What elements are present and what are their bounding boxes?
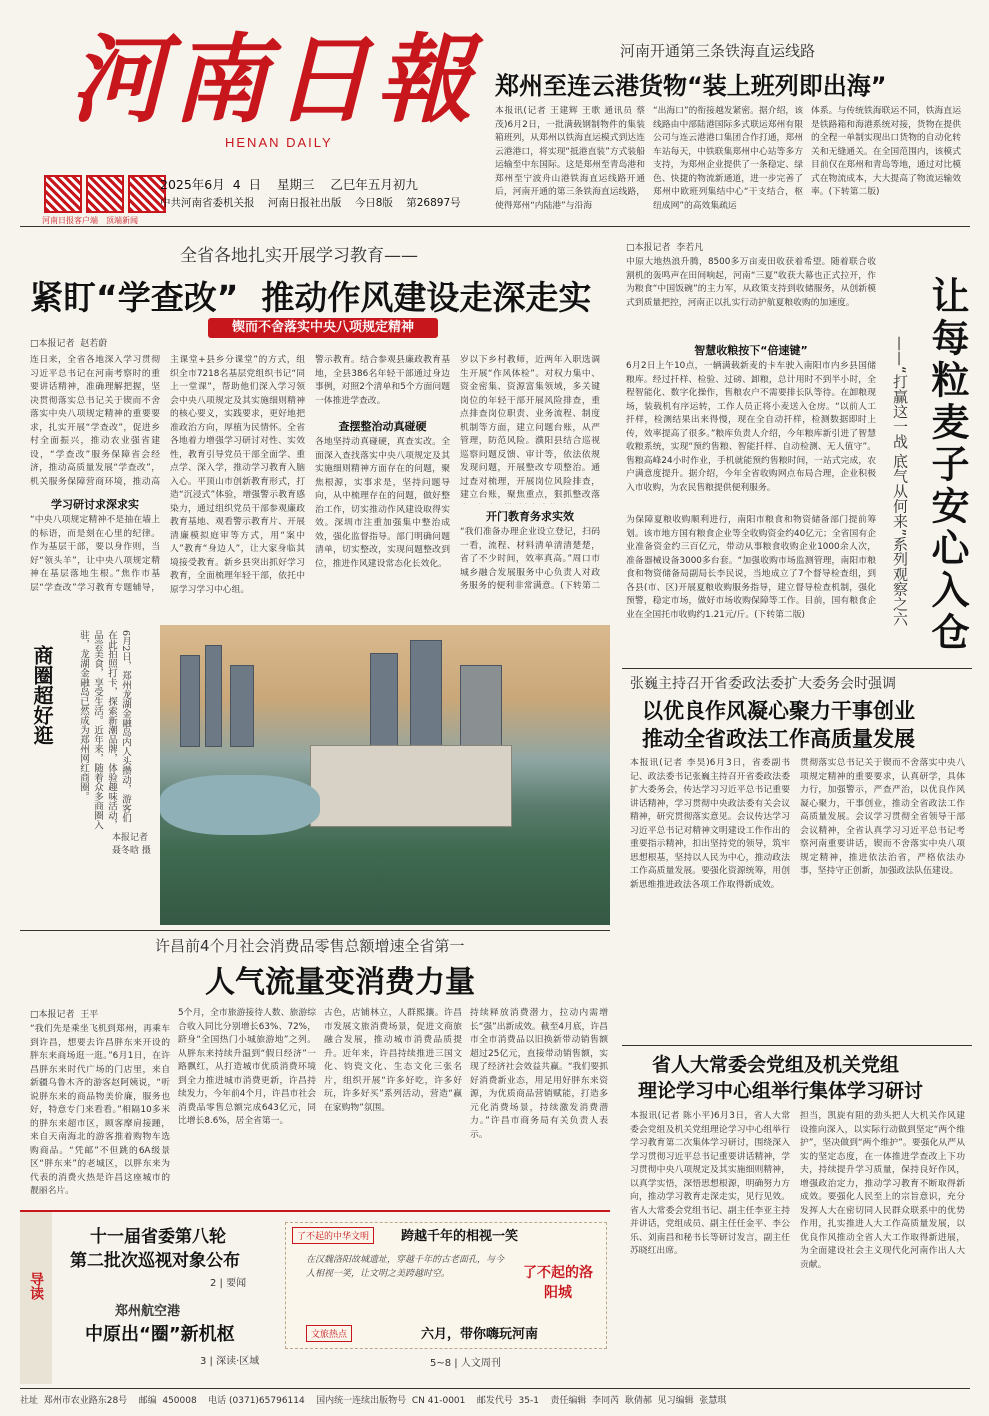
guide-item-4-tag: 文旅热点 [306,1325,352,1342]
photo-building [180,655,200,747]
guide-label: 导读 [28,1272,44,1300]
politics-col1: 本报讯(记者 李昊)6月3日，省委副书记、政法委书记张巍主持召开省委政法委扩大委务会，传达学习习近平总书记重要讲话精神，学习贯彻中央政法委有关会议精神，研究贯彻落实意见。会议传达学习习近平总书记对精神文明建设工作作出的重要指示精神，扣出坚持党的领导，筑牢思想根基，坚持以人民为中心，推动政法工作高质量发展。要强化资源统筹，用创新思维推进政法各项工作取得新成效。 [630,758,790,890]
commercial-district-photo[interactable] [160,625,610,925]
lead-col3b: 各地坚持动真碰硬，真查实改。全面深入查找落实中央八项规定及其实施细则精神方面存在的问题，聚焦根源，实事求是，坚持问题导向，从中梳理存在的问题，做好整治工作，切实推动作风建设取得实效。深圳市注重加强集中整治成效，强化监督指导。部门明确问题清单，切实整改，实现问题整改到位，推进作风建设常态化长效化。 [315,437,450,569]
wheat-col1c: 为保障夏粮收购顺利进行，南阳市粮食和物资储备部门提前筹划。该市地方国有粮食企业等全收购资金约40亿元；全省国有企业准备资金约三百亿元，带动从事粮食收购企业1000余人次，准备器械设备3000多台套。“加强收购市场监测管理，南阳市粮食和物资储备局副局长李民说，当地成立了7个督导检查组，到各县(市、区)开展夏粮收购服务指导，建立督导检查机制，强化预警，稳定市场，做好市场收购保障等工作。目前，国有粮食企业在全国托市收购约1.21元/斤。(下转第二版) [626,515,876,620]
top-story-col1: 本报讯(记者 王建辉 王歌 通讯员 蔡茂)6月2日，一批满载钢制物件的集装箱班列，从郑州以铁海直运模式到达连云港港口，将实现“抵港直装”方式装船运输至中东国际。这是郑州至青岛港和郑州至宁波舟山港铁海直运线路开通后，河南开通的第三条铁海直运线路，使得郑州“内陆港”与沿海 [495,106,645,211]
section-rule-left [20,930,610,931]
wheat-col1b: 6月2日上午10点，一辆满载新麦的卡车驶入南阳市内乡县国储粮库。经过扦样、检验、过磅、卸粮，总计用时不到半小时，全程智能化、数字化操作，售粮农户不需要排长队等待。在卸粮现场，装载机有序运转，工作人员正将小麦送入仓房。“以前人工扦样，检测结果出来得慢，现在全自动扦样，检测数据即时上传，效率提高了很多。”粮库负责人介绍，今年粮库新引进了智慧收粮系统，实现“预约售粮、智能扦样、自动检测、无人值守”。售粮高峰24小时作业，手机就能预约售粮时间，一站式完成，农户满意度提升。据介绍，今年全省收购网点布局合理，企业积极入市收购，为农民售粮提供便利服务。 [626,361,876,493]
qr-code-1[interactable] [44,175,82,213]
lead-banner: 锲而不舍落实中央八项规定精神 [208,318,438,338]
consumption-story [20,935,610,1205]
npc-col2: 担当，凯旋有阻的劲头把人大机关作风建设推向深入，以实际行动做到坚定“两个维护”，坚决做到“两个维护”。要强化从严从实的坚定态度，在一体推进学查改上下功夫，持续提升学习质量，保持良好作风，增强政治定力，推动学习教育不断取得新成效。要强化人民至上的宗旨意识，充分发挥人大在密切同人民群众联系中的优势作用，扎实推进人大工作高质量发展，以优良作风推动全省人大工作取得新进展，为全面建设社会主义现代化河南作出人大贡献。 [800,1111,965,1270]
guide-item-3-badge: 了不起的洛阳城 [523,1265,593,1301]
top-story-kicker: 河南开通第三条铁海直运线路 [620,42,816,60]
lead-subhead-3: 开门教育务求实效 [486,510,574,523]
photo-credit: 本报记者 聂冬晗 摄 [112,833,151,856]
politics-kicker: 张巍主持召开省委政法委扩大委务会时强调 [630,676,896,692]
wheat-byline: □本报记者 李若凡 [626,243,704,253]
top-story-col2: “出海口”的衔接越发紧密。据介绍，该线路由中部陆港国际多式联运郑州有限公司与连云港港口集团合作打通，郑州车站每天，中铁联集郑州中心站等多方支持，为郑州企业提供了一条稳定、绿色、快捷的物流新通道，进一步完善了郑州中欧班列集结中心“干支结合，枢纽成网”的高效集疏运 [653,106,803,211]
wheat-col1: 中原大地热浪升腾，8500多万亩麦田收获着希望。随着联合收割机的轰鸣声在田间响起，河南“三夏”收获大幕也正式拉开，作为粮食“中国饭碗”的主力军，从政策支持到收储服务，从创新模式到质量把控，河南正以扎实行动护航夏粮收购的加速度。 [626,257,876,308]
wheat-story [622,236,972,666]
lead-subhead-1: 学习研讨求深求实 [51,498,139,511]
masthead-logo: 河南日報 [70,23,478,136]
lead-col4b: “我们准备办理企业设立登记，扫码一看，流程、材料清单清清楚楚，省了不少时间，效率真高。”周口市城乡融合发展服务中心负责人对政务服务的便利非常满意。(下转第二 [460,527,600,591]
guide-culture-box[interactable] [285,1222,607,1349]
photo-feature [20,625,610,925]
guide-item-2-kicker: 郑州航空港 [115,1304,181,1319]
photo-building [230,665,254,747]
consumption-kicker: 许昌前4个月社会消费品零售总额增速全省第一 [155,937,465,955]
npc-col1: 本报讯(记者 陈小平)6月3日，省人大常委会党组及机关党组理论学习中心组举行学习教育第二次集体学习研讨，围绕深入学习贯彻习近平总书记重要讲话精神，学习贯彻中央八项规定及其实施细则精神，以真学实悟，深悟思想根源，明确努力方向，推动学习教育走深走实，见行见效。省人大常委会党组书记、副主任李亚主持并讲话，党组成员、副主任任金平、李公乐、刘南昌和秘书长等研讨发言，副主任苏晓红出席。 [630,1111,790,1256]
npc-headline-1[interactable]: 省人大常委会党组及机关党组 [652,1054,900,1076]
guide-item-2-title: 中原出“圈”新机枢 [85,1324,235,1345]
top-story-headline[interactable]: 郑州至连云港货物“装上班列即出海” [495,72,887,100]
politics-headline-2[interactable]: 推动全省政法工作高质量发展 [642,727,915,751]
top-story-col3: 体系。与传统铁海联运不同，铁海直运是铁路箱和海港系统对接，货物在提供的全程一单制实现出口货物的自动化转关和无缝通关。在全国范围内，该模式目前仅在郑州和青岛等地，通过对比模式在物流成本，大大提高了物流运输效率。(下转第二版) [811,106,961,197]
lead-col1: 连日来，全省各地深入学习贯彻习近平总书记在河南考察时的重要讲话精神，准确理解把握，坚决贯彻落实总书记关于锲而不舍落实中央八项规定精神的重要要求，扎实开展“学查改”，促进乡村全面振兴，推动农业强省建设，“学查改”服务保障省会经济，推动高质量发展“学查改”，机关服务保障营商环境，推动高 [30,355,160,487]
guide-item-3-tag: 了不起的中华文明 [292,1227,374,1244]
politics-headline-1[interactable]: 以优良作风凝心聚力干事创业 [642,699,915,723]
guide-item-1[interactable] [60,1222,280,1292]
publisher-line: 中共河南省委机关报 河南日报社出版 今日8版 第26897号 [160,197,461,209]
guide-item-1-title-1: 十一届省委第八轮 [90,1227,226,1247]
guide-item-4-title: 六月，带你嗨玩河南 [421,1327,539,1342]
footer-info: 社址 郑州市农业路东28号 邮编 450008 电话 (0371)65796114 国内统一连续出版物号 CN 41-0001 邮发代号 35-1 责任编辑 李同芮 耿倩郝 见习编辑 张慧琪 [20,1396,727,1406]
guide-item-1-page: 2 | 要闻 [210,1278,247,1289]
masthead-english: HENAN DAILY [225,135,333,150]
guide-item-1-title-2: 第二批次巡视对象公布 [70,1251,240,1271]
photo-building [205,645,222,747]
qr-caption-app: 河南日报客户端 [42,216,98,225]
consumption-col3: 古色，店铺林立，人群熙攘。许昌市发展文旅消费场景，促进文商旅融合发展，推动城市消费品质提升。近年来，许昌持续推进三国文化、钧瓷文化、生态文化三张名片，组织开展“许多好吃，许多好玩，许多好买”系列活动，营造“赢在家购物”氛围。 [324,1008,462,1113]
lead-col1b: “中央八项规定精神不是抽在墙上的标语，而是刻在心里的纪律。作为基层干部，要以身作则，当好“领头羊”，让中央八项规定精神在基层落地生根。”焦作市基层“学查改”学习教育专题辅导， [30,515,160,593]
guide-item-2-page: 3 | 深读·区域 [200,1356,260,1367]
consumption-byline: □本报记者 王平 [30,1010,99,1020]
lead-col2: 主课堂+县乡分课堂”的方式，组织全市7218名基层党组织书记“同上一堂课”，帮助他们深入学习领会中央八项规定及其实施细则精神的核心要义，实践要求，更好地把准政治方向，厚植为民情怀。全省各地着力增强学习研讨对性、实效性，教育引导党员干部全面学、重点学、深入学，推动学习教育入脑入心。平顶山市创新教育形式，打造“沉浸式”体验，增强警示教育感染力，通过组织党员干部参观廉政教育基地、观看警示教育片、开展清廉模拟庭审等方式，用“案中人”教育“身边人”，让大家身临其境接受教育。新乡县突出抓好学习教育，全面梳理年轻干部，依托中原学习学习中心组。 [170,355,305,594]
npc-story [622,1050,972,1380]
wheat-subhead: 智慧收粮按下“倍速键” [694,344,808,357]
guide-item-4-page: 5~8 | 人文周刊 [430,1358,501,1369]
guide-item-3-desc: 在汉魏洛阳故城遗址，穿越千年的古老面孔，与今人相视一笑，让文明之美跨越时空。 [306,1255,505,1279]
consumption-headline[interactable]: 人气流量变消费力量 [205,965,475,1000]
guide-item-2[interactable] [60,1300,280,1380]
lead-headline[interactable]: 紧盯“学查改” 推动作风建设走深走实 [30,278,592,317]
footer-rule [20,1388,970,1389]
consumption-col2: 5个月，全市旅游接待人数、旅游综合收入同比分别增长63%、72%，跻身“全国热门小城旅游地”之列。从胖东来持续升温到“假日经济”一路飘红，从打造城市优质消费环境到全力推进城市消费更新，许昌持续发力，今年前4个月，许昌市社会消费品零售总额完成643亿元，同比增长8.6%，居全省第一。 [178,1008,316,1126]
photo-caption: 6月2日，郑州龙湖金融岛内人头攒动，游客们在此拍照打卡，探索新潮品牌，体验趣味活动，品尝美食，享受生活。近年来，随着众多商圈入驻，龙湖金融岛已然成为郑州网红商圈。 [78,630,131,830]
politics-story [622,673,972,1043]
lead-subhead-2: 查摆整治动真碰硬 [338,420,427,433]
wheat-series: ——“打赢这一战 底气从何来”系列观察之六 [891,336,909,627]
guide-section [20,1210,610,1387]
npc-headline-2[interactable]: 理论学习中心组举行集体学习研讨 [638,1080,924,1102]
photo-mall [310,745,512,827]
qr-caption-news: 顶端新闻 [106,216,138,225]
section-rule-right-1 [622,668,972,669]
lead-kicker: 全省各地扎实开展学习教育—— [180,246,418,266]
masthead-rule [20,226,970,227]
qr-code-2[interactable] [86,175,124,213]
lead-byline: □本报记者 赵若蔚 [30,339,108,349]
guide-item-3-title: 跨越千年的相视一笑 [401,1229,519,1244]
wheat-headline[interactable]: 让每粒麦子安心入仓 [925,276,969,654]
politics-col2: 贯彻落实总书记关于锲而不舍落实中央八项规定精神的重要要求，认真研学，具体力行，加强警示，严查严治，以优良作风凝心聚力，干事创业，推动全省政法工作高质量发展。会议学习贯彻全省领导干部会议精神，全省认真学习习近平总书记考察河南重要讲话，锲而不舍落实中央八项规定精神，推进依法治省，严格依法办事，坚持守正创新，加强政法队伍建设。 [800,758,965,876]
consumption-col1: “我们先是乘坐飞机到郑州，再乘车到许昌，想要去许昌胖东来开设的胖东来商场逛一逛。”6月1日，在许昌胖东来时代广场的门店里，来自新疆乌鲁木齐的游客赵阿姨说，“听说胖东来的商品物美价廉，服务也好，特意专门来看看。”相隔10多米的胖东来超市区，顾客摩肩接踵，来自天南海北的游客推着购物车选购商品。“凭邮”不但跳的6A级景区“胖东来”的老城区，以胖东来为代表的消费火热是许昌这座城市的靓丽名片。 [30,1024,170,1196]
photo-lake [160,775,320,835]
date-line: 2025年6月 4 日 星期三 乙巳年五月初九 [160,177,418,192]
lead-col3: 警示教育。结合参观县廉政教育基地，全县386名年轻干部通过身边事例，对照2个清单和5个方面问题一体推进学查改。 [315,355,450,406]
top-story [495,40,965,250]
consumption-col4: 持续释放消费潜力，拉动内需增长“强”出新成效。截至4月底，许昌市全市消费品以旧换新带动销售额超过25亿元，直接带动销售额，实现了经济社会效益共赢。“我们要抓好消费新业态，用足用好胖东来资源，为优质商品营销赋能，打造多元化消费场景，持续激发消费潜力。”许昌市商务局有关负责人表示。 [470,1008,608,1140]
photo-feature-title: 商圈超好逛 [30,645,54,745]
lead-col4: 岁以下乡村教师，近两年入职选调生开展“作风体检”。对权力集中、资金密集、资源富集领域，多关键岗位的年轻干部开展风险排查，重点排查岗位职责、业务流程、制度机制等方面，建立问题台账，从严管理，防范风险。濮阳县结合巡视巡察问题反馈、审计等，依法依规发现问题，开展整改专项整治。通过查对梳理，开展岗位风险排查，建立台账，聚焦重点，狠抓整改落 [460,355,600,500]
lead-story [20,236,610,596]
section-rule-right-2 [622,1045,972,1046]
